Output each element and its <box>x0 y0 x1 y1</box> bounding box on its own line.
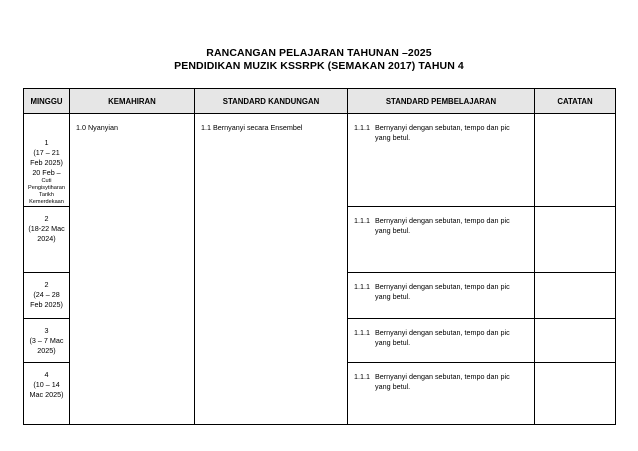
lesson-plan-table <box>23 88 616 425</box>
standard-pembelajaran-cell <box>348 319 535 363</box>
sp-text: Bernyanyi dengan sebutan, tempo dan pic <box>375 372 510 381</box>
catatan-cell <box>535 207 616 273</box>
sp-text-line2: yang betul. <box>375 226 411 235</box>
week-dates: (10 – 14 <box>33 380 60 389</box>
table-header-row <box>24 89 616 114</box>
sp-text: Bernyanyi dengan sebutan, tempo dan pic <box>375 123 510 132</box>
sp-text-line2: yang betul. <box>375 292 411 301</box>
table-row <box>24 114 616 207</box>
week-dates-2: Feb 2025) <box>30 300 63 309</box>
week-dates: (17 – 21 <box>33 148 60 157</box>
sp-number: 1.1.1 <box>354 282 370 291</box>
document-title: RANCANGAN PELAJARAN TAHUNAN –2025 <box>206 47 432 59</box>
week-number: 3 <box>44 326 49 335</box>
sp-text-line2: yang betul. <box>375 382 411 391</box>
header-standard-kandungan: STANDARD KANDUNGAN <box>195 89 348 114</box>
week-number: 2 <box>44 280 49 289</box>
week-cell <box>24 363 70 425</box>
week-note-line: Pengisytiharan <box>27 185 65 191</box>
sp-text-line2: yang betul. <box>375 133 411 142</box>
week-dates: (18-22 Mac <box>28 224 65 233</box>
week-cell <box>24 207 70 273</box>
sp-number: 1.1.1 <box>354 328 370 337</box>
week-note-line: Tarikh <box>39 192 54 198</box>
week-cell <box>24 273 70 319</box>
sp-text-line2: yang betul. <box>375 338 411 347</box>
sp-number: 1.1.1 <box>354 216 370 225</box>
catatan-cell <box>535 114 616 207</box>
sp-text: Bernyanyi dengan sebutan, tempo dan pic <box>375 216 510 225</box>
header-catatan: CATATAN <box>535 89 616 114</box>
sp-number: 1.1.1 <box>354 123 370 132</box>
sp-number: 1.1.1 <box>354 372 370 381</box>
catatan-cell <box>535 319 616 363</box>
week-dates: (3 – 7 Mac <box>29 336 64 345</box>
standard-pembelajaran-cell <box>348 207 535 273</box>
catatan-cell <box>535 363 616 425</box>
week-note-line: Kemerdekaan <box>29 199 64 205</box>
header-standard-pembelajaran: STANDARD PEMBELAJARAN <box>348 89 535 114</box>
kemahiran-cell: 1.0 Nyanyian <box>70 114 195 425</box>
week-cell <box>24 319 70 363</box>
catatan-cell <box>535 273 616 319</box>
sp-text: Bernyanyi dengan sebutan, tempo dan pic <box>375 328 510 337</box>
header-minggu: MINGGU <box>24 89 70 114</box>
week-dates: (24 – 28 <box>33 290 60 299</box>
standard-pembelajaran-cell <box>348 363 535 425</box>
week-note-line: Cuti <box>41 178 52 184</box>
week-dates-2: Feb 2025) <box>30 158 63 167</box>
week-dates-2: Mac 2025) <box>29 390 64 399</box>
standard-kandungan-cell: 1.1 Bernyanyi secara Ensembel <box>195 114 348 425</box>
week-number: 4 <box>44 370 49 379</box>
week-number: 2 <box>44 214 49 223</box>
standard-pembelajaran-cell <box>348 114 535 207</box>
week-number: 1 <box>44 138 49 147</box>
header-kemahiran: KEMAHIRAN <box>70 89 195 114</box>
standard-pembelajaran-cell <box>348 273 535 319</box>
document-subtitle: PENDIDIKAN MUZIK KSSRPK (SEMAKAN 2017) TAHUN 4 <box>174 60 464 72</box>
sp-text: Bernyanyi dengan sebutan, tempo dan pic <box>375 282 510 291</box>
week-dates-2: 2024) <box>37 234 56 243</box>
week-note: 20 Feb – <box>32 168 61 177</box>
week-cell <box>24 114 70 207</box>
week-dates-2: 2025) <box>37 346 56 355</box>
